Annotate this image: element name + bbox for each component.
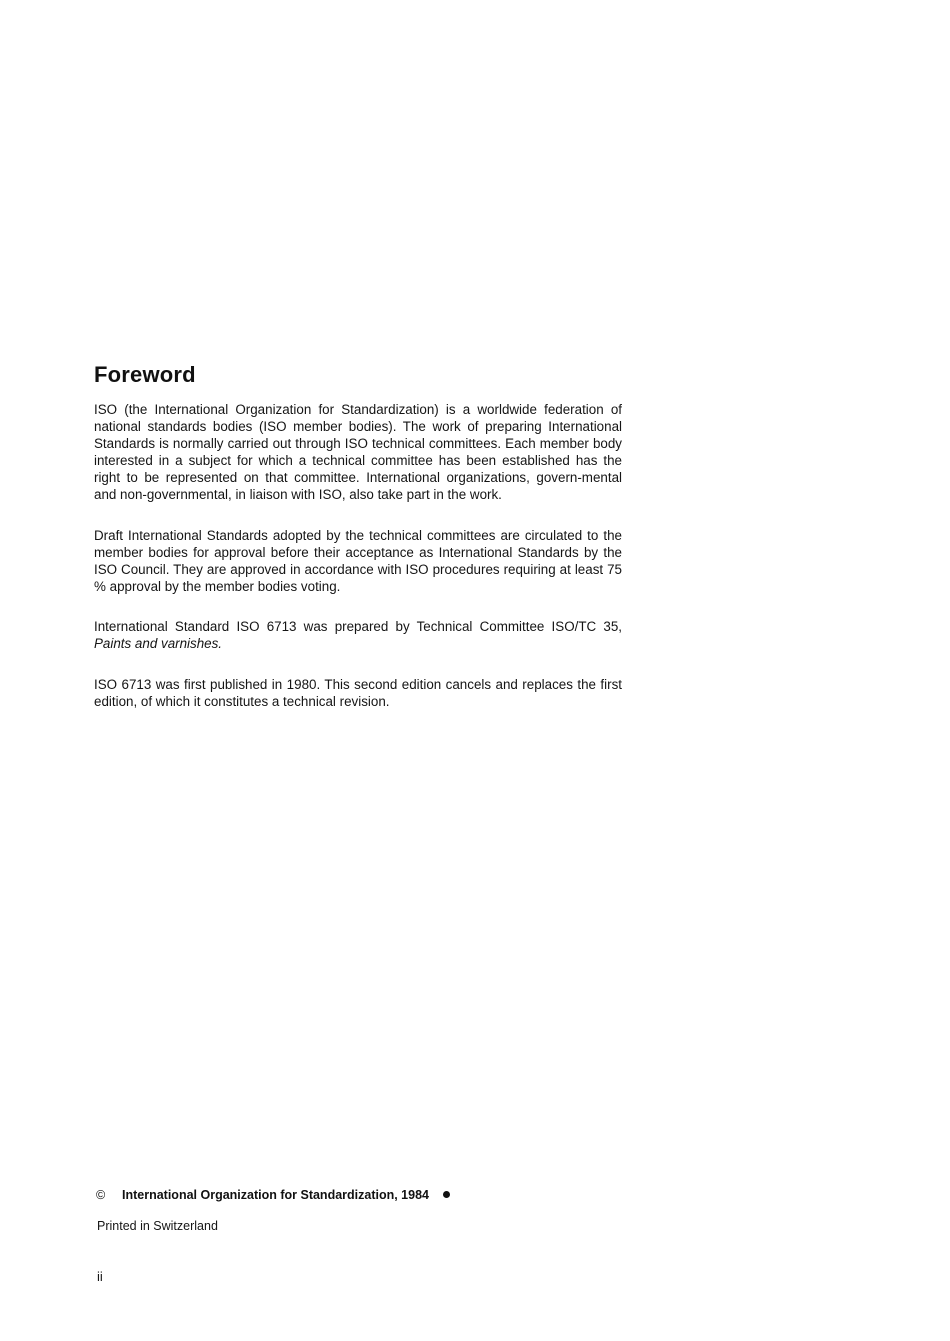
page-title: Foreword xyxy=(94,362,196,387)
copyright-symbol: © xyxy=(96,1188,106,1202)
paragraph-edition-history: ISO 6713 was first published in 1980. This second edition cancels and replaces the first edition, of which it constitutes a technical revision. xyxy=(94,677,622,709)
prepared-by-text: International Standard ISO 6713 was prepared by Technical Committee ISO/TC 35, xyxy=(94,619,622,634)
page-number: ii xyxy=(97,1269,103,1284)
paragraph-prepared-by xyxy=(94,618,622,652)
copyright-text: International Organization for Standardization, 1984 xyxy=(122,1188,429,1202)
copyright-line xyxy=(96,1187,450,1204)
paragraph-draft-standards: Draft International Standards adopted by the technical committees are circulated to the member bodies for approval before their acceptance as International Standards by the ISO Council. They are approved in accordance with ISO procedures requiring at least 75 % approval by the member bodies voting. xyxy=(94,528,622,594)
committee-subject: Paints and varnishes. xyxy=(94,636,223,651)
paragraph-iso-description: ISO (the International Organization for Standardization) is a worldwide federation of national standards bodies (ISO member bodies). The work of preparing International Standards is normally carried out through ISO technical committees. Each member body interested in a subject for which a technical committee has been established has the right to be represented on that committee. International organizations, govern-mental and non-governmental, in liaison with ISO, also take part in the work. xyxy=(94,402,622,502)
bullet-dot-icon xyxy=(443,1191,450,1198)
printed-location: Printed in Switzerland xyxy=(97,1219,218,1233)
